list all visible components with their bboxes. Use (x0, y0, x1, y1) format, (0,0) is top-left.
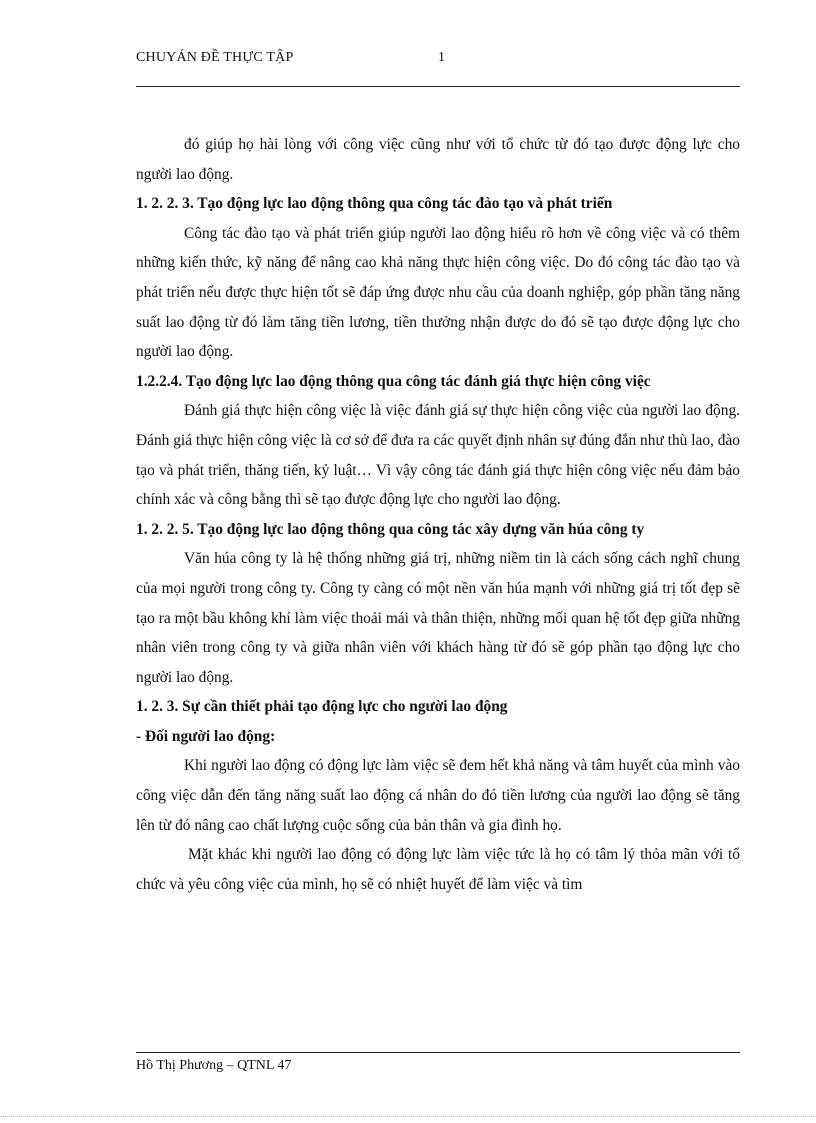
heading-1-2-3: 1. 2. 3. Sự cần thiết phải tạo động lực cho người lao động (136, 698, 508, 716)
paragraph-6: Mặt khác khi người lao động có động lực làm việc tức là họ có tâm lý thỏa mãn với tổ chức và yêu công việc của mình, họ sẽ có nhiệt huyết để làm việc và tìm (136, 846, 740, 893)
paragraph-1: đó giúp họ hài lòng với công việc cũng như với tổ chức từ đó tạo được động lực cho người lao động. (136, 136, 740, 183)
heading-1-2-2-3: 1. 2. 2. 3. Tạo động lực lao động thông qua công tác đào tạo và phát triển (136, 195, 613, 213)
paragraph-3: Đánh giá thực hiện công việc là việc đánh giá sự thực hiện công việc của người lao động. Đánh giá thực hiện công việc là cơ sở để đưa ra các quyết định nhân sự đúng đắn như thù lao, đào tạo và phát triển, thăng tiến, kỷ luật… Vì vậy công tác đánh giá thực hiện công việc nếu đảm bảo chính xác và công bằng thì sẽ tạo được động lực cho người lao động. (136, 402, 740, 509)
page-number: 1 (438, 50, 446, 65)
page-header (136, 50, 740, 70)
paragraph-5: Khi người lao động có động lực làm việc sẽ đem hết khả năng và tâm huyết của mình vào công việc dẫn đến tăng năng suất lao động cá nhân do đó tiền lương của người lao động sẽ tăng lên từ đó nâng cao chất lượng cuộc sống của bản thân và gia đình họ. (136, 757, 740, 834)
document-body (136, 130, 740, 899)
heading-doi-nguoi-lao-dong: - Đối người lao động: (136, 727, 276, 745)
paragraph-2: Công tác đào tạo và phát triển giúp người lao động hiểu rõ hơn về công việc và có thêm những kiến thức, kỹ năng để nâng cao khả năng thực hiện công việc. Do đó công tác đào tạo và phát triển nếu được thực hiện tốt sẽ đáp ứng được nhu cầu của doanh nghiệp, góp phần tăng năng suất lao động từ đó làm tăng tiền lương, tiền thưởng nhận được do đó sẽ tạo được động lực cho người lao động. (136, 224, 740, 361)
heading-1-2-2-4: 1.2.2.4. Tạo động lực lao động thông qua công tác đánh giá thực hiện công việc (136, 372, 651, 390)
header-rule (136, 86, 740, 87)
heading-1-2-2-5: 1. 2. 2. 5. Tạo động lực lao động thông qua công tác xây dựng văn húa công ty (136, 520, 645, 538)
header-title: CHUYÁN ĐỀ THỰC TẬP (136, 50, 294, 65)
footer-rule (136, 1052, 740, 1053)
footer-author: Hồ Thị Phương – QTNL 47 (136, 1058, 292, 1073)
page-edge (0, 1116, 816, 1117)
paragraph-4: Văn húa công ty là hệ thống những giá trị, những niềm tin là cách sống cách nghĩ chung của mọi người trong công ty. Công ty càng có một nền văn húa mạnh với những giá trị tốt đẹp sẽ tạo ra một bầu không khí làm việc thoải mái và thân thiện, những mối quan hệ tốt đẹp giữa những nhân viên trong công ty và giữa nhân viên với khách hàng từ đó sẽ góp phần tạo động lực cho người lao động. (136, 550, 740, 686)
